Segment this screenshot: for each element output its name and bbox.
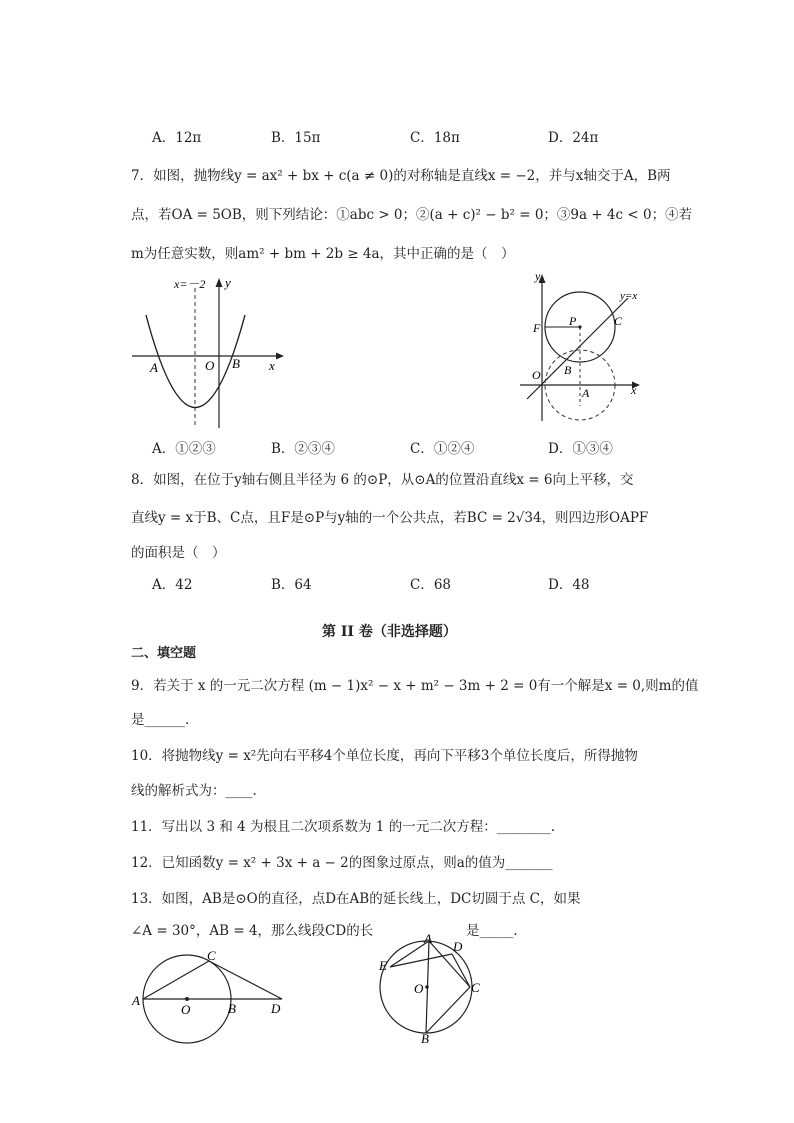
section-subtitle: 二、填空题 (131, 646, 197, 661)
point-b-label: B (232, 356, 240, 371)
center-o-label: O (414, 981, 424, 996)
q7-option-c: C．①②④ (410, 441, 475, 457)
point-c-label: C (207, 948, 216, 963)
q9-line-1: 9．若关于 x 的一元二次方程 (m − 1)x² − x + m² − 3m + 2 = 0有一个解是x = 0,则m的值 (131, 678, 699, 694)
y-axis-label: y (225, 275, 231, 290)
point-b-label: B (228, 1001, 236, 1016)
q7-parabola-figure (126, 270, 296, 440)
x-axis-label: x (631, 383, 637, 397)
q7-line-1: 7．如图，抛物线y = ax² + bx + c(a ≠ 0)的对称轴是直线x = −2，并与x轴交于A，B两 (131, 168, 671, 184)
q7-option-b: B．②③④ (271, 441, 335, 457)
q11-text: 11．写出以 3 和 4 为根且二次项系数为 1 的一元二次方程：________. (131, 819, 555, 835)
q13-line-2a: ∠A = 30°，AB = 4，那么线段CD的长 (131, 923, 374, 939)
point-c-label: C (614, 314, 623, 328)
point-a-label: A (424, 932, 432, 946)
q8-option-d: D．48 (548, 577, 590, 593)
point-b-label: B (564, 363, 572, 377)
origin-label: O (532, 368, 541, 382)
q7-option-d: D．①③④ (548, 441, 613, 457)
q6-option-d: D．24π (548, 130, 599, 146)
q8-line-2: 直线y = x于B、C点，且F是⊙P与y轴的一个公共点，若BC = 2√34，则四边形OAPF (131, 510, 649, 526)
q6-option-a: A．12π (152, 130, 202, 146)
q6-option-c: C．18π (410, 130, 460, 146)
y-axis-label: y (535, 269, 541, 283)
point-e-label: E (379, 958, 387, 973)
q8-line-1: 8．如图，在位于y轴右侧且半径为 6 的⊙P，从⊙A的位置沿直线x = 6向上平移，交 (131, 472, 634, 488)
q6-option-b: B．15π (271, 130, 321, 146)
q13-line-2b: 是_____. (466, 923, 518, 939)
point-a-label: A (132, 993, 140, 1008)
q10-line-1: 10．将抛物线y = x²先向右平移4个单位长度，再向下平移3个单位长度后，所得抛物 (131, 748, 638, 764)
q13-tangent-figure (128, 948, 298, 1048)
q13-line-1: 13．如图，AB是⊙O的直径，点D在AB的延长线上，DC切圆于点 C，如果 (131, 891, 581, 907)
circle-translation-figure (515, 266, 650, 426)
point-d-label: D (453, 939, 463, 954)
point-p-label: P (569, 314, 577, 328)
q7-line-2: 点，若OA = 5OB，则下列结论：①abc > 0；②(a + c)² − b² = 0；③9a + 4c < 0；④若 (131, 207, 693, 223)
q10-line-2: 线的解析式为：____. (131, 783, 257, 799)
q12-text: 12．已知函数y = x² + 3x + a − 2的图象过原点，则a的值为_______ (131, 855, 553, 871)
q8-option-a: A．42 (152, 577, 193, 593)
inscribed-quadrilateral-figure (376, 932, 486, 1044)
q8-option-b: B．64 (271, 577, 312, 593)
point-a-label: A (582, 386, 590, 400)
point-b-label: B (421, 1031, 429, 1044)
center-o-label: O (181, 1002, 191, 1017)
point-d-label: D (271, 1001, 281, 1016)
q7-option-a: A．①②③ (152, 441, 216, 457)
line-label: y=x (620, 290, 638, 302)
point-c-label: C (471, 980, 480, 995)
point-a-label: A (150, 360, 158, 375)
q9-line-2: 是______. (131, 712, 190, 728)
q8-option-c: C．68 (410, 577, 452, 593)
q8-line-3: 的面积是（ ） (131, 545, 226, 561)
q7-line-3: m为任意实数，则am² + bm + 2b ≥ 4a，其中正确的是（ ） (131, 246, 515, 262)
axis-label: x=－2 (174, 277, 206, 291)
section-title: 第 II 卷（非选择题） (322, 624, 457, 640)
origin-label: O (205, 358, 215, 373)
x-axis-label: x (269, 358, 275, 373)
point-f-label: F (533, 321, 541, 335)
